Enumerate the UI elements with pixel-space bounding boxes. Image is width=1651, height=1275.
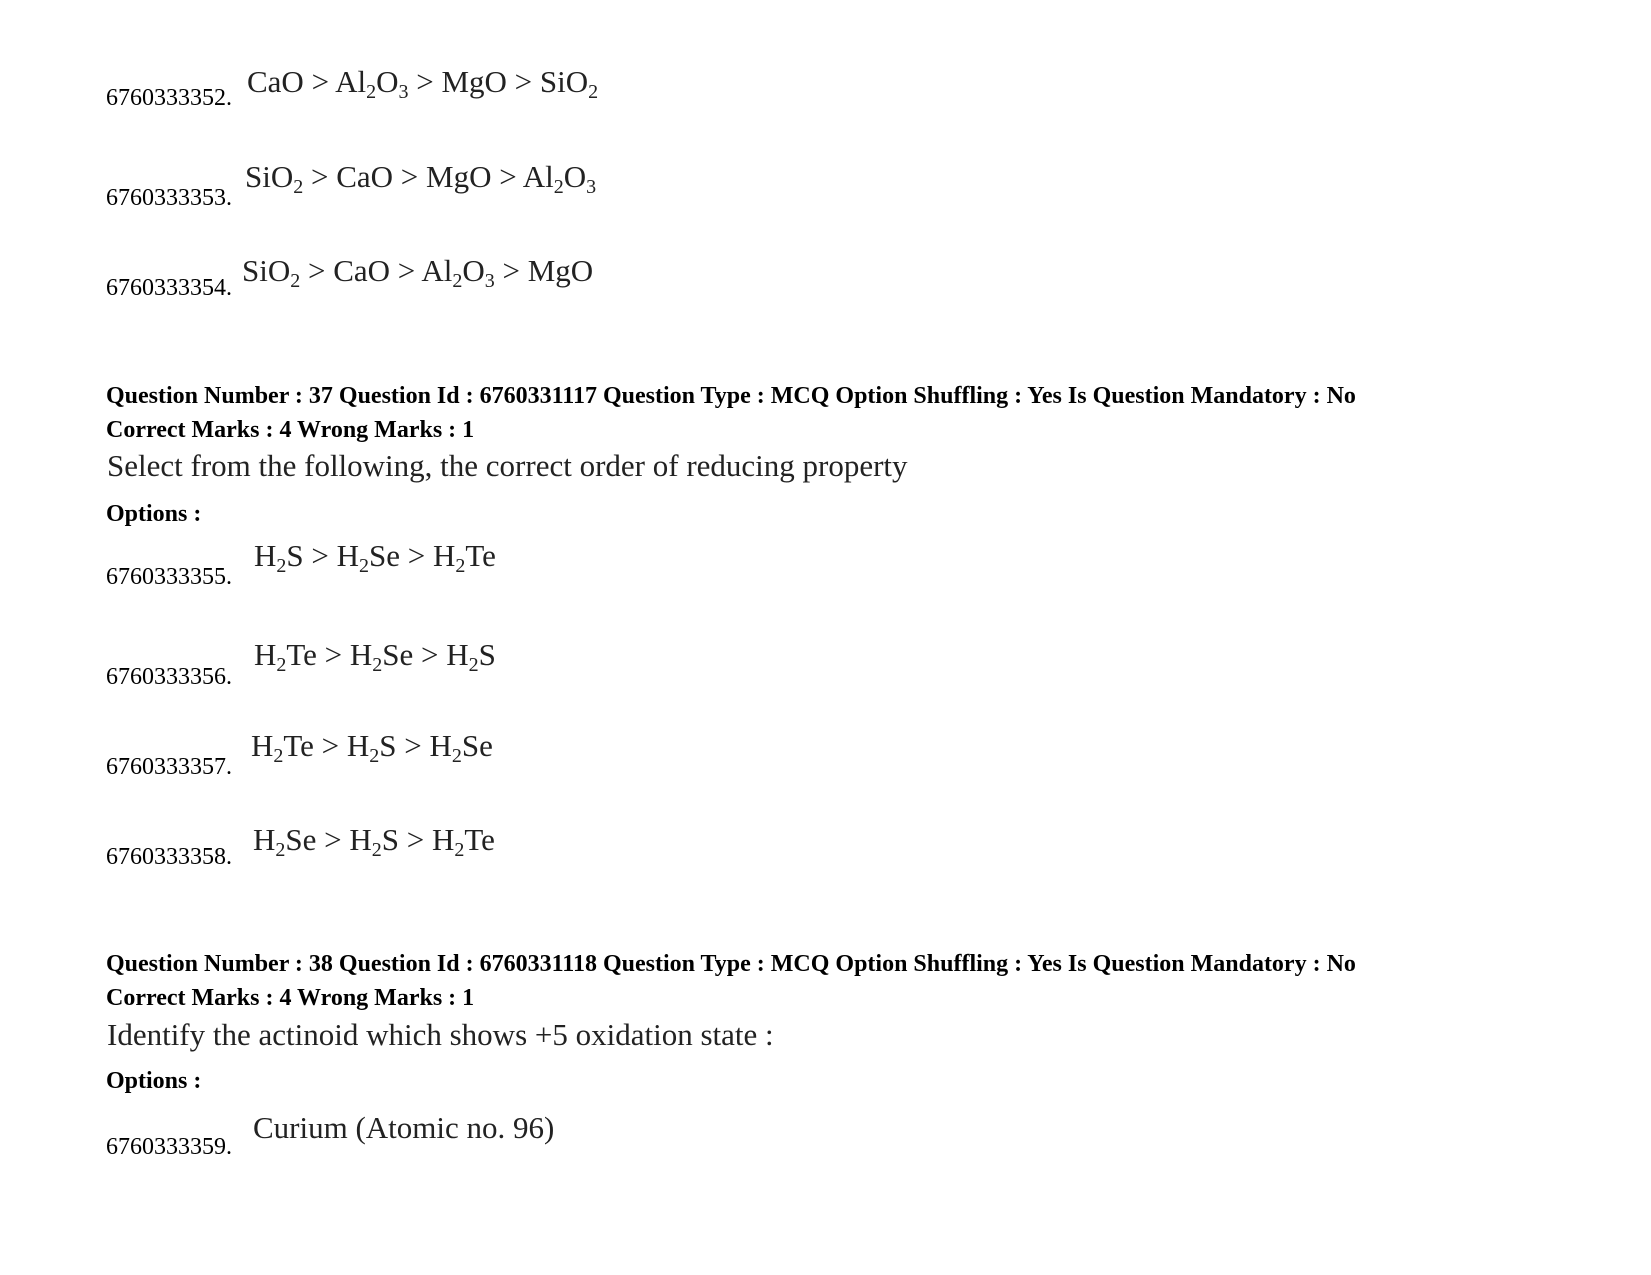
- question-37-meta-line2: Correct Marks : 4 Wrong Marks : 1: [106, 417, 475, 443]
- subscript: 3: [484, 270, 495, 292]
- option-formula-q37-1: $H_2S > H_2Se > H_2Te$: [254, 538, 496, 577]
- option-formula-q37-3: $H_2Te > H_2S > H_2Se$: [251, 728, 493, 767]
- subscript: 2: [273, 745, 284, 767]
- option-id-prev-3: 6760333354.: [106, 275, 232, 301]
- question-37-meta-line1: Question Number : 37 Question Id : 6760331117 Question Type : MCQ Option Shuffling : Yes Is Question Mandatory : No: [106, 383, 1356, 409]
- option-id-q37-3: 6760333357.: [106, 754, 232, 780]
- subscript: 2: [452, 270, 463, 292]
- subscript: 2: [553, 176, 564, 198]
- subscript: 2: [468, 654, 479, 676]
- subscript: 3: [398, 81, 409, 103]
- subscript: 2: [369, 745, 380, 767]
- question-37-text: Select from the following, the correct order of reducing property: [107, 448, 908, 483]
- option-id-q37-1: 6760333355.: [106, 564, 232, 590]
- option-id-q38-1: 6760333359.: [106, 1134, 232, 1160]
- subscript: 2: [451, 745, 462, 767]
- option-id-prev-2: 6760333353.: [106, 185, 232, 211]
- subscript: 2: [454, 839, 465, 861]
- option-id-prev-1: 6760333352.: [106, 85, 232, 111]
- subscript: 2: [455, 555, 466, 577]
- subscript: 2: [276, 555, 287, 577]
- option-formula-prev-1: CaO > $Al_2O_3$ > MgO > SiO$_2$: [247, 64, 599, 103]
- option-formula-q37-2: $H_2Te > H_2Se > H_2S$: [254, 637, 496, 676]
- subscript: 2: [359, 555, 370, 577]
- option-formula-prev-3: SiO$_2$ > CaO > $Al_2O_3$ > MgO: [242, 253, 594, 292]
- option-id-q37-2: 6760333356.: [106, 664, 232, 690]
- question-38-text: Identify the actinoid which shows +5 oxidation state :: [107, 1017, 774, 1052]
- subscript: 3: [586, 176, 597, 198]
- subscript: 2: [588, 81, 599, 103]
- subscript: 2: [275, 839, 286, 861]
- question-38-meta-line1: Question Number : 38 Question Id : 6760331118 Question Type : MCQ Option Shuffling : Yes Is Question Mandatory : No: [106, 951, 1356, 977]
- subscript: 2: [366, 81, 377, 103]
- subscript: 2: [372, 654, 383, 676]
- question-38-meta-line2: Correct Marks : 4 Wrong Marks : 1: [106, 985, 475, 1011]
- option-formula-q37-4: $H_2Se > H_2S > H_2Te$: [253, 822, 495, 861]
- option-formula-q38-1: Curium (Atomic no. 96): [253, 1110, 555, 1145]
- subscript: 2: [293, 176, 304, 198]
- option-formula-prev-2: SiO$_2$ > CaO > MgO > $Al_2O_3$: [245, 159, 597, 198]
- subscript: 2: [276, 654, 287, 676]
- question-37-options-label: Options :: [106, 501, 202, 527]
- subscript: 2: [290, 270, 301, 292]
- question-38-options-label: Options :: [106, 1068, 202, 1094]
- option-id-q37-4: 6760333358.: [106, 844, 232, 870]
- subscript: 2: [371, 839, 382, 861]
